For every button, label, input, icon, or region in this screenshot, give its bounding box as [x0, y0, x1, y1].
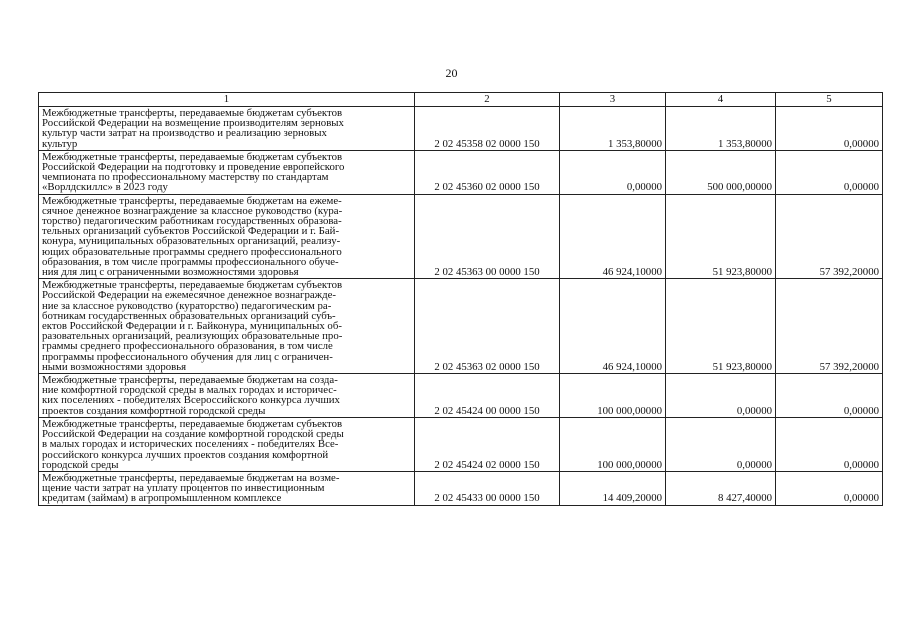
description-line: в малых городах и исторических поселениях - победителях Все- — [42, 438, 339, 451]
row-value-col3: 100 000,00000 — [560, 374, 666, 418]
description-line: ния для лиц с ограниченными возможностями здоровья — [42, 266, 299, 279]
row-value-col3: 1 353,80000 — [560, 107, 666, 151]
row-value-col5: 0,00000 — [776, 107, 883, 151]
row-description — [39, 417, 415, 471]
row-code: 2 02 45433 00 0000 150 — [415, 471, 560, 505]
description-line: Межбюджетные трансферты, передаваемые бюджетам субъектов — [42, 417, 343, 430]
description-line: Российской Федерации на ежемесячное денежное вознагражде- — [42, 289, 336, 302]
row-value-col3: 0,00000 — [560, 150, 666, 194]
description-line: культур части затрат на производство и реализацию зерновых — [42, 127, 327, 140]
row-value-col3: 46 924,10000 — [560, 194, 666, 279]
row-value-col3: 100 000,00000 — [560, 417, 666, 471]
description-line: образования, в том числе программы профессионального обуче- — [42, 255, 339, 268]
table-row — [39, 279, 883, 374]
budget-table — [38, 92, 883, 506]
description-line: Межбюджетные трансферты, передаваемые бюджетам субъектов — [42, 279, 343, 292]
description-line: Российской Федерации на возмещение производителям зерновых — [42, 117, 344, 130]
row-code: 2 02 45363 02 0000 150 — [415, 279, 560, 374]
description-line: Межбюджетные трансферты, передаваемые бюджетам субъектов — [42, 150, 343, 163]
row-value-col4: 0,00000 — [666, 374, 776, 418]
row-code: 2 02 45358 02 0000 150 — [415, 107, 560, 151]
row-value-col3: 46 924,10000 — [560, 279, 666, 374]
description-line: чемпионата по профессиональному мастерству по стандартам — [42, 171, 329, 184]
row-description — [39, 194, 415, 279]
description-line: щение части затрат на уплату процентов по инвестиционным — [42, 482, 325, 495]
row-code: 2 02 45424 02 0000 150 — [415, 417, 560, 471]
description-line: ющих образовательные программы среднего профессионального — [42, 245, 342, 258]
table-body — [39, 107, 883, 506]
header-col-3: 3 — [560, 93, 666, 107]
description-line: Межбюджетные трансферты, передаваемые бюджетам на ежеме- — [42, 194, 342, 207]
description-line: граммы среднего профессионального образования, в том числе — [42, 340, 333, 353]
table-row — [39, 107, 883, 151]
description-line: проектов создания комфортной городской среды — [42, 404, 266, 417]
description-line: ботникам государственных образовательных организаций субъ- — [42, 309, 336, 322]
row-value-col4: 0,00000 — [666, 417, 776, 471]
description-line: российского конкурса лучших проектов создания комфортной — [42, 448, 329, 461]
row-description — [39, 107, 415, 151]
description-line: ектов Российской Федерации и г. Байконура, муниципальных об- — [42, 320, 342, 333]
table-row — [39, 417, 883, 471]
table-row — [39, 374, 883, 418]
row-code: 2 02 45363 00 0000 150 — [415, 194, 560, 279]
row-description — [39, 150, 415, 194]
header-col-2: 2 — [415, 93, 560, 107]
description-line: Российской Федерации на создание комфортной городской среды — [42, 428, 344, 441]
row-value-col4: 51 923,80000 — [666, 194, 776, 279]
description-line: конура, муниципальных образовательных организаций, реализу- — [42, 235, 341, 248]
row-code: 2 02 45424 00 0000 150 — [415, 374, 560, 418]
header-col-5: 5 — [776, 93, 883, 107]
table-row — [39, 471, 883, 505]
header-row — [39, 93, 883, 107]
row-value-col5: 0,00000 — [776, 417, 883, 471]
row-code: 2 02 45360 02 0000 150 — [415, 150, 560, 194]
page-number: 20 — [445, 66, 458, 80]
row-value-col5: 0,00000 — [776, 374, 883, 418]
description-line: культур — [42, 137, 78, 150]
description-line: ние за классное руководство (кураторство) педагогическим ра- — [42, 299, 332, 312]
description-line: городской среды — [42, 458, 119, 471]
description-line: кредитам (займам) в агропромышленном комплексе — [42, 492, 282, 505]
description-line: разовательных организаций, реализующих образовательные про- — [42, 330, 343, 343]
description-line: ких поселениях - победителях Всероссийского конкурса лучших — [42, 394, 340, 407]
row-value-col5: 0,00000 — [776, 150, 883, 194]
row-value-col4: 500 000,00000 — [666, 150, 776, 194]
row-description — [39, 471, 415, 505]
description-line: ными возможностями здоровья — [42, 360, 187, 373]
description-line: программы профессионального обучения для лиц с ограничен- — [42, 350, 333, 363]
row-value-col4: 51 923,80000 — [666, 279, 776, 374]
table-row — [39, 150, 883, 194]
description-line: Межбюджетные трансферты, передаваемые бюджетам на возме- — [42, 471, 340, 484]
description-line: ние комфортной городской среды в малых городах и историчес- — [42, 384, 337, 397]
description-line: торство) педагогическим работникам государственных образова- — [42, 215, 342, 228]
row-value-col4: 8 427,40000 — [666, 471, 776, 505]
row-value-col5: 57 392,20000 — [776, 279, 883, 374]
description-line: сячное денежное вознаграждение за классное руководство (кура- — [42, 204, 343, 217]
row-value-col5: 57 392,20000 — [776, 194, 883, 279]
description-line: тельных организаций субъектов Российской Федерации и г. Бай- — [42, 225, 340, 238]
header-col-4: 4 — [666, 93, 776, 107]
row-value-col5: 0,00000 — [776, 471, 883, 505]
description-line: Межбюджетные трансферты, передаваемые бюджетам на созда- — [42, 374, 338, 387]
row-value-col3: 14 409,20000 — [560, 471, 666, 505]
description-line: Межбюджетные трансферты, передаваемые бюджетам субъектов — [42, 107, 343, 119]
description-line: Российской Федерации на подготовку и проведение европейского — [42, 161, 345, 174]
row-description — [39, 374, 415, 418]
description-line: «Ворлдскиллс» в 2023 году — [42, 181, 168, 194]
table-row — [39, 194, 883, 279]
row-description — [39, 279, 415, 374]
row-value-col4: 1 353,80000 — [666, 107, 776, 151]
header-col-1: 1 — [39, 93, 415, 107]
